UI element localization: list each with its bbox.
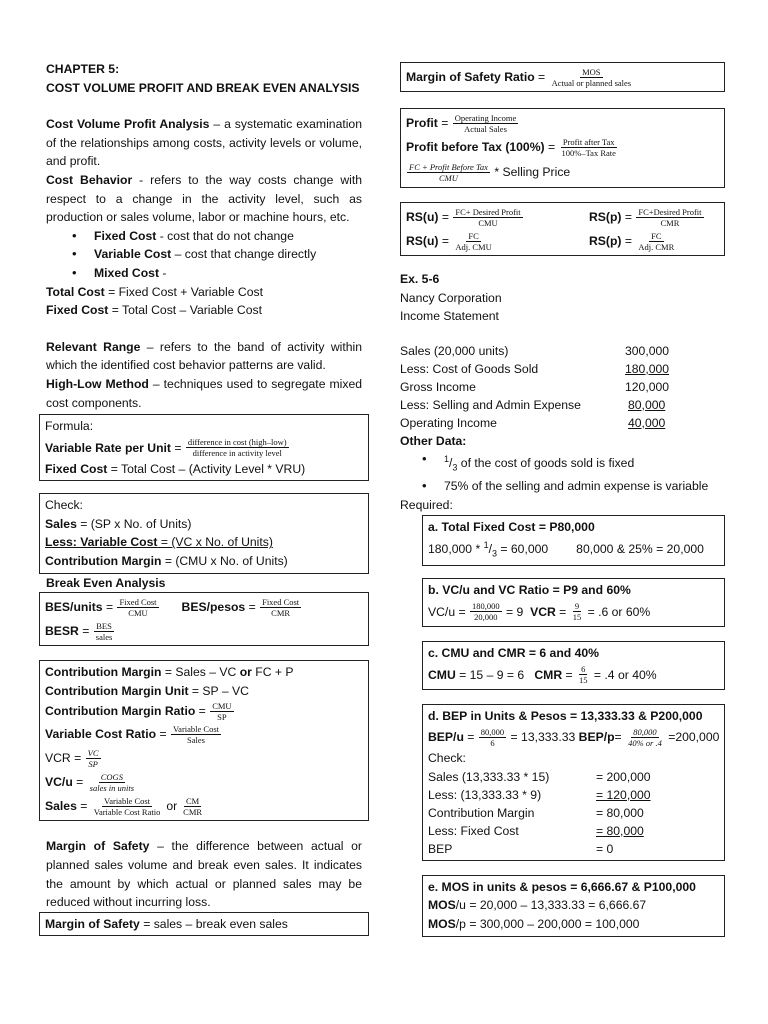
answer-d-work: BEP/u = $\frac{80,000}{6}$ = 13,333.33 BEP/p = $\frac{80,000}{40\% or .4}$ =200,000 bbox=[428, 726, 720, 748]
table-row: Less: Cost of Goods Sold 180,000 bbox=[400, 361, 670, 376]
vcr2-fraction: $\frac{VC}{SP}$ bbox=[87, 747, 99, 769]
cmr-formula: Contribution Margin Ratio = $\frac{\text{CMU}}{SP}$ bbox=[45, 700, 232, 722]
cmr-fraction: $\frac{\text{CMU}}{SP}$ bbox=[212, 700, 232, 722]
vru-fraction: $\frac{\text{difference in cost (high–low)}}{\text{difference in activity level}}$ bbox=[187, 437, 287, 459]
list-item: • Fixed Cost - cost that do not change bbox=[72, 227, 362, 246]
rsp1-formula: RS(p) = $\frac{\text{FC+Desired Profit}}{\text{CMR}}$ bbox=[589, 206, 702, 228]
list-item: • 75% of the selling and admin expense is variable bbox=[422, 477, 725, 496]
profit-formula: Profit = $\frac{\text{Operating Income}}{\text{Actual Sales}}$ bbox=[406, 112, 517, 134]
cost-type-list bbox=[46, 227, 362, 283]
table-row: BEP = 0 bbox=[428, 841, 614, 856]
bes-box bbox=[39, 592, 369, 646]
answer-d-box bbox=[422, 704, 725, 861]
check-less-vc: Less: Variable Cost = (VC x No. of Units) bbox=[45, 535, 273, 550]
sales-fraction-1: $\frac{\text{Variable Cost}}{\text{Variable Cost Ratio}}$ bbox=[93, 795, 161, 817]
answer-a-box bbox=[422, 515, 725, 567]
rsp1-fraction: $\frac{\text{FC+Desired Profit}}{\text{CMR}}$ bbox=[638, 206, 702, 228]
right-column bbox=[400, 60, 725, 937]
vcr-answer-fraction: $\frac{9}{15}$ bbox=[572, 601, 582, 623]
mos-ratio-fraction: $\frac{\text{MOS}}{\text{Actual or planned sales}}$ bbox=[551, 66, 632, 88]
rsu2-formula: RS(u) = $\frac{FC}{\text{Adj. CMU}}$ bbox=[406, 230, 492, 252]
required-label: Required: bbox=[400, 498, 453, 513]
vru-formula: Variable Rate per Unit = $\frac{\text{difference in cost (high–low)}}{\text{difference in activity level}}$ bbox=[45, 437, 287, 459]
cm-formula: Contribution Margin = Sales – VC or FC + P bbox=[45, 665, 294, 680]
answer-a-title: a. Total Fixed Cost = P80,000 bbox=[428, 519, 595, 534]
answer-b-work: VC/u = $\frac{180,000}{20,000}$ = 9 VCR = $\frac{9}{15}$ = .6 or 60% bbox=[428, 601, 651, 623]
rsu1-fraction: $\frac{\text{FC+ Desired Profit}}{\text{CMU}}$ bbox=[455, 206, 521, 228]
rs-row-2 bbox=[406, 229, 719, 253]
company-name: Nancy Corporation bbox=[400, 290, 502, 305]
relevant-range-definition: Relevant Range – refers to the band of activity within which the identified cost behavior patterns are valid. bbox=[46, 339, 363, 373]
check-label: Check: bbox=[45, 498, 83, 513]
pbt-fraction: $\frac{\text{Profit after Tax}}{\text{100\%–Tax Rate}}$ bbox=[561, 136, 616, 158]
sales-fraction-2: $\frac{CM}{\text{CMR}}$ bbox=[183, 795, 203, 817]
sales-formula: Sales = $\frac{\text{Variable Cost}}{\text{Variable Cost Ratio}}$ or $\frac{CM}{\text{CMR}}$ bbox=[45, 795, 203, 817]
vcr2-formula: VCR = $\frac{VC}{SP}$ bbox=[45, 747, 99, 769]
list-item: • Variable Cost – cost that change directly bbox=[72, 245, 362, 264]
check-sales: Sales = (SP x No. of Units) bbox=[45, 516, 192, 531]
left-column bbox=[46, 60, 362, 936]
check-box bbox=[39, 493, 369, 573]
rsu1-formula: RS(u) = $\frac{\text{FC+ Desired Profit}}{\text{CMU}}$ bbox=[406, 206, 521, 228]
answer-e-title: e. MOS in units & pesos = 6,666.67 & P100,000 bbox=[428, 879, 696, 894]
answer-b-title: b. VC/u and VC Ratio = P9 and 60% bbox=[428, 583, 631, 598]
cmu-formula: Contribution Margin Unit = SP – VC bbox=[45, 683, 249, 698]
besp-fraction: $\frac{\text{Fixed Cost}}{\text{CMR}}$ bbox=[262, 596, 300, 618]
chapter-title: COST VOLUME PROFIT AND BREAK EVEN ANALYSIS bbox=[46, 80, 360, 95]
fixed-cost-formula: Fixed Cost = Total Cost – Variable Cost bbox=[46, 303, 262, 318]
total-cost-formula: Total Cost = Fixed Cost + Variable Cost bbox=[46, 284, 263, 299]
required-sales-box bbox=[400, 202, 725, 256]
table-row: Less: Selling and Admin Expense 80,000 bbox=[400, 397, 666, 412]
profit-fraction: $\frac{\text{Operating Income}}{\text{Actual Sales}}$ bbox=[454, 112, 517, 134]
vcu-answer-fraction: $\frac{180,000}{20,000}$ bbox=[471, 601, 500, 623]
answer-e-box bbox=[422, 875, 725, 937]
bea-heading: Break Even Analysis bbox=[46, 575, 166, 590]
table-row: Contribution Margin = 80,000 bbox=[428, 805, 644, 820]
chapter-number: CHAPTER 5: bbox=[46, 62, 120, 76]
answer-d-check-label: Check: bbox=[428, 751, 466, 766]
besu-fraction: $\frac{\text{Fixed Cost}}{\text{CMU}}$ bbox=[119, 596, 157, 618]
answer-c-title: c. CMU and CMR = 6 and 40% bbox=[428, 645, 599, 660]
table-row: Less: (13,333.33 * 9) = 120,000 bbox=[428, 787, 651, 802]
formula-label: Formula: bbox=[45, 419, 94, 434]
rs-row-1 bbox=[406, 205, 719, 229]
answer-d-title: d. BEP in Units & Pesos = 13,333.33 & P200,000 bbox=[428, 708, 703, 723]
check-cm: Contribution Margin = (CMU x No. of Units) bbox=[45, 554, 288, 569]
table-row: Sales (20,000 units) 300,000 bbox=[400, 343, 670, 358]
vcu-fraction: $\frac{\text{COGS}}{\text{sales in units}}$ bbox=[89, 771, 135, 793]
selling-price-formula: $\frac{\text{FC + Profit Before Tax}}{\text{CMU}}$ * Selling Price bbox=[409, 161, 571, 183]
pbt-formula: Profit before Tax (100%) = $\frac{\text{Profit after Tax}}{\text{100\%–Tax Rate}}$ bbox=[406, 136, 616, 158]
list-item: • Mixed Cost - bbox=[72, 264, 362, 283]
sp-fraction: $\frac{\text{FC + Profit Before Tax}}{\text{CMU}}$ bbox=[409, 161, 488, 183]
besr-row: BESR = $\frac{\text{BES}}{\text{sales}}$ bbox=[45, 620, 113, 642]
bes-row: BES/units = $\frac{\text{Fixed Cost}}{\text{CMU}}$ BES/pesos = $\frac{\text{Fixed Cost}}{\text{CMR}}$ bbox=[45, 596, 300, 618]
example-title: Ex. 5-6 bbox=[400, 272, 440, 286]
rsp2-fraction: $\frac{FC}{\text{Adj. CMR}}$ bbox=[638, 230, 675, 252]
cvp-definition: Cost Volume Profit Analysis – a systematic examination of the relationships among costs, activity levels or volume, and profit. bbox=[46, 117, 362, 169]
cm-box bbox=[39, 660, 369, 821]
cost-behavior-definition: Cost Behavior - refers to the way costs change with respect to a change in the activity level, such as production or sales volume, labor or machine hours, etc. bbox=[46, 172, 362, 225]
other-data-heading: Other Data: bbox=[400, 433, 467, 448]
answer-e-mosp: MOS/p = 300,000 – 200,000 = 100,000 bbox=[428, 916, 640, 931]
answer-e-mosu: MOS/u = 20,000 – 13,333.33 = 6,666.67 bbox=[428, 898, 647, 913]
income-statement-table bbox=[400, 342, 725, 432]
statement-title: Income Statement bbox=[400, 309, 499, 324]
formula-box bbox=[39, 414, 369, 481]
table-row: Gross Income 120,000 bbox=[400, 379, 670, 394]
mos-ratio-box bbox=[400, 62, 725, 92]
fc-formula: Fixed Cost = Total Cost – (Activity Level * VRU) bbox=[45, 461, 306, 476]
cmr-answer-fraction: $\frac{6}{15}$ bbox=[579, 664, 588, 686]
other-data-list bbox=[400, 450, 725, 496]
bepu-fraction: $\frac{80,000}{6}$ bbox=[480, 726, 505, 748]
vcu-formula: VC/u = $\frac{\text{COGS}}{\text{sales in units}}$ bbox=[45, 771, 135, 793]
rsp2-formula: RS(p) = $\frac{FC}{\text{Adj. CMR}}$ bbox=[589, 230, 675, 252]
answer-a-work: $180,000 * ^1/_3 = 60,000$ 80,000 & 25% = 20,000 bbox=[428, 540, 704, 559]
vcr-formula: Variable Cost Ratio = $\frac{\text{Variable Cost}}{\text{Sales}}$ bbox=[45, 723, 220, 745]
list-item: • $^1/_3$ of the cost of goods sold is fixed bbox=[422, 450, 725, 477]
mos-ratio-formula: Margin of Safety Ratio = $\frac{\text{MOS}}{\text{Actual or planned sales}}$ bbox=[406, 66, 632, 88]
answer-c-box bbox=[422, 641, 725, 690]
rsu2-fraction: $\frac{FC}{\text{Adj. CMU}}$ bbox=[455, 230, 492, 252]
mos-formula: Margin of Safety = sales – break even sales bbox=[45, 916, 288, 931]
profit-box bbox=[400, 108, 725, 188]
mos-definition: Margin of Safety – the difference between actual or planned sales volume and break even sales. It indicates the amount by which actual or planned sales may be reduced without incurring loss. bbox=[46, 839, 362, 910]
table-row: Operating Income 40,000 bbox=[400, 415, 666, 430]
answer-b-box bbox=[422, 578, 725, 627]
table-row: Sales (13,333.33 * 15) = 200,000 bbox=[428, 769, 651, 784]
mos-box bbox=[39, 912, 369, 937]
high-low-definition: High-Low Method – techniques used to segregate mixed cost components. bbox=[46, 376, 363, 410]
answer-d-check-table bbox=[428, 768, 719, 858]
besr-fraction: $\frac{\text{BES}}{\text{sales}}$ bbox=[95, 620, 113, 642]
bepp-fraction: $\frac{80,000}{40\% or .4}$ bbox=[628, 726, 662, 748]
vcr-fraction: $\frac{\text{Variable Cost}}{\text{Sales}}$ bbox=[172, 723, 220, 745]
answer-c-work: CMU = 15 – 9 = 6 CMR = $\frac{6}{15}$ = .4 or 40% bbox=[428, 664, 657, 686]
table-row: Less: Fixed Cost = 80,000 bbox=[428, 823, 644, 838]
